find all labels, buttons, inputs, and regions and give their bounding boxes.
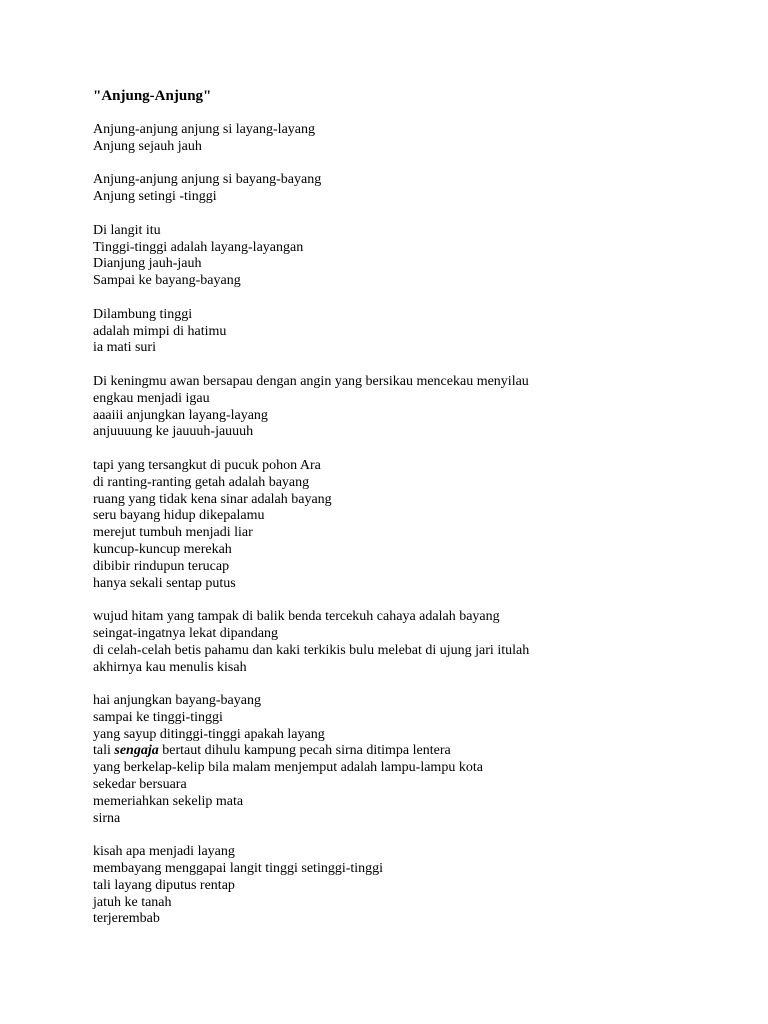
- poem-line: Sampai ke bayang-bayang: [93, 273, 241, 289]
- poem-line: Dianjung jauh-jauh: [93, 256, 202, 272]
- poem-line: Dilambung tinggi: [93, 306, 193, 322]
- poem-line: [93, 743, 733, 760]
- poem-line: Anjung-anjung anjung si layang-layang: [93, 122, 316, 137]
- poem-body: [93, 122, 733, 928]
- poem-line: dibibir rindupun terucap: [93, 558, 230, 574]
- poem-line: wujud hitam yang tampak di balik benda tercekuh cahaya adalah bayang: [93, 609, 500, 625]
- stanza: [93, 693, 733, 827]
- poem-line: tapi yang tersangkut di pucuk pohon Ara: [93, 457, 321, 473]
- poem-line: kisah apa menjadi layang: [93, 844, 235, 860]
- poem-line-segment: tali: [93, 743, 115, 759]
- stanza: [93, 307, 733, 357]
- poem-line: Tinggi-tinggi adalah layang-layangan: [93, 239, 304, 255]
- poem-document: [93, 88, 733, 945]
- stanza: [93, 172, 733, 206]
- poem-line-segment: bertaut dihulu kampung pecah sirna ditimpa lentera: [158, 743, 451, 759]
- poem-line: ia mati suri: [93, 340, 156, 356]
- poem-line: Anjung sejauh jauh: [93, 138, 202, 154]
- poem-line: kuncup-kuncup merekah: [93, 541, 232, 557]
- poem-line: tali layang diputus rentap: [93, 877, 235, 893]
- poem-line: sampai ke tinggi-tinggi: [93, 709, 223, 725]
- stanza: [93, 223, 733, 290]
- poem-line: adalah mimpi di hatimu: [93, 323, 227, 339]
- poem-line: Anjung-anjung anjung si bayang-bayang: [93, 172, 322, 188]
- poem-line: seingat-ingatnya lekat dipandang: [93, 625, 279, 641]
- poem-line: anjuuuung ke jauuuh-jauuuh: [93, 424, 254, 440]
- poem-line: Di keningmu awan bersapau dengan angin yang bersikau mencekau menyilau: [93, 373, 529, 389]
- poem-line: jatuh ke tanah: [93, 894, 172, 910]
- poem-line: merejut tumbuh menjadi liar: [93, 525, 253, 541]
- poem-line: Di langit itu: [93, 222, 161, 238]
- poem-line: yang berkelap-kelip bila malam menjemput adalah lampu-lampu kota: [93, 760, 483, 776]
- poem-line: yang sayup ditinggi-tinggi apakah layang: [93, 726, 325, 742]
- poem-line: seru bayang hidup dikepalamu: [93, 508, 265, 524]
- poem-line: ruang yang tidak kena sinar adalah bayang: [93, 491, 332, 507]
- poem-line: terjerembab: [93, 911, 160, 927]
- poem-line: aaaiii anjungkan layang-layang: [93, 407, 268, 423]
- poem-line: di celah-celah betis pahamu dan kaki terkikis bulu melebat di ujung jari itulah: [93, 642, 530, 658]
- poem-line: membayang menggapai langit tinggi setinggi-tinggi: [93, 861, 384, 877]
- poem-line: hanya sekali sentap putus: [93, 575, 236, 591]
- stanza: [93, 122, 733, 156]
- emphasized-word: sengaja: [114, 743, 159, 759]
- stanza: [93, 374, 733, 441]
- poem-line: sekedar bersuara: [93, 777, 187, 793]
- stanza: [93, 609, 733, 676]
- poem-line: Anjung setingi -tinggi: [93, 189, 217, 205]
- poem-line: di ranting-ranting getah adalah bayang: [93, 474, 310, 490]
- stanza: [93, 844, 733, 928]
- poem-line: memeriahkan sekelip mata: [93, 793, 244, 809]
- poem-line: akhirnya kau menulis kisah: [93, 659, 247, 675]
- poem-line: hai anjungkan bayang-bayang: [93, 693, 261, 709]
- poem-line: sirna: [93, 810, 121, 826]
- poem-title: "Anjung-Anjung": [93, 88, 212, 104]
- poem-line: engkau menjadi igau: [93, 390, 210, 406]
- stanza: [93, 458, 733, 592]
